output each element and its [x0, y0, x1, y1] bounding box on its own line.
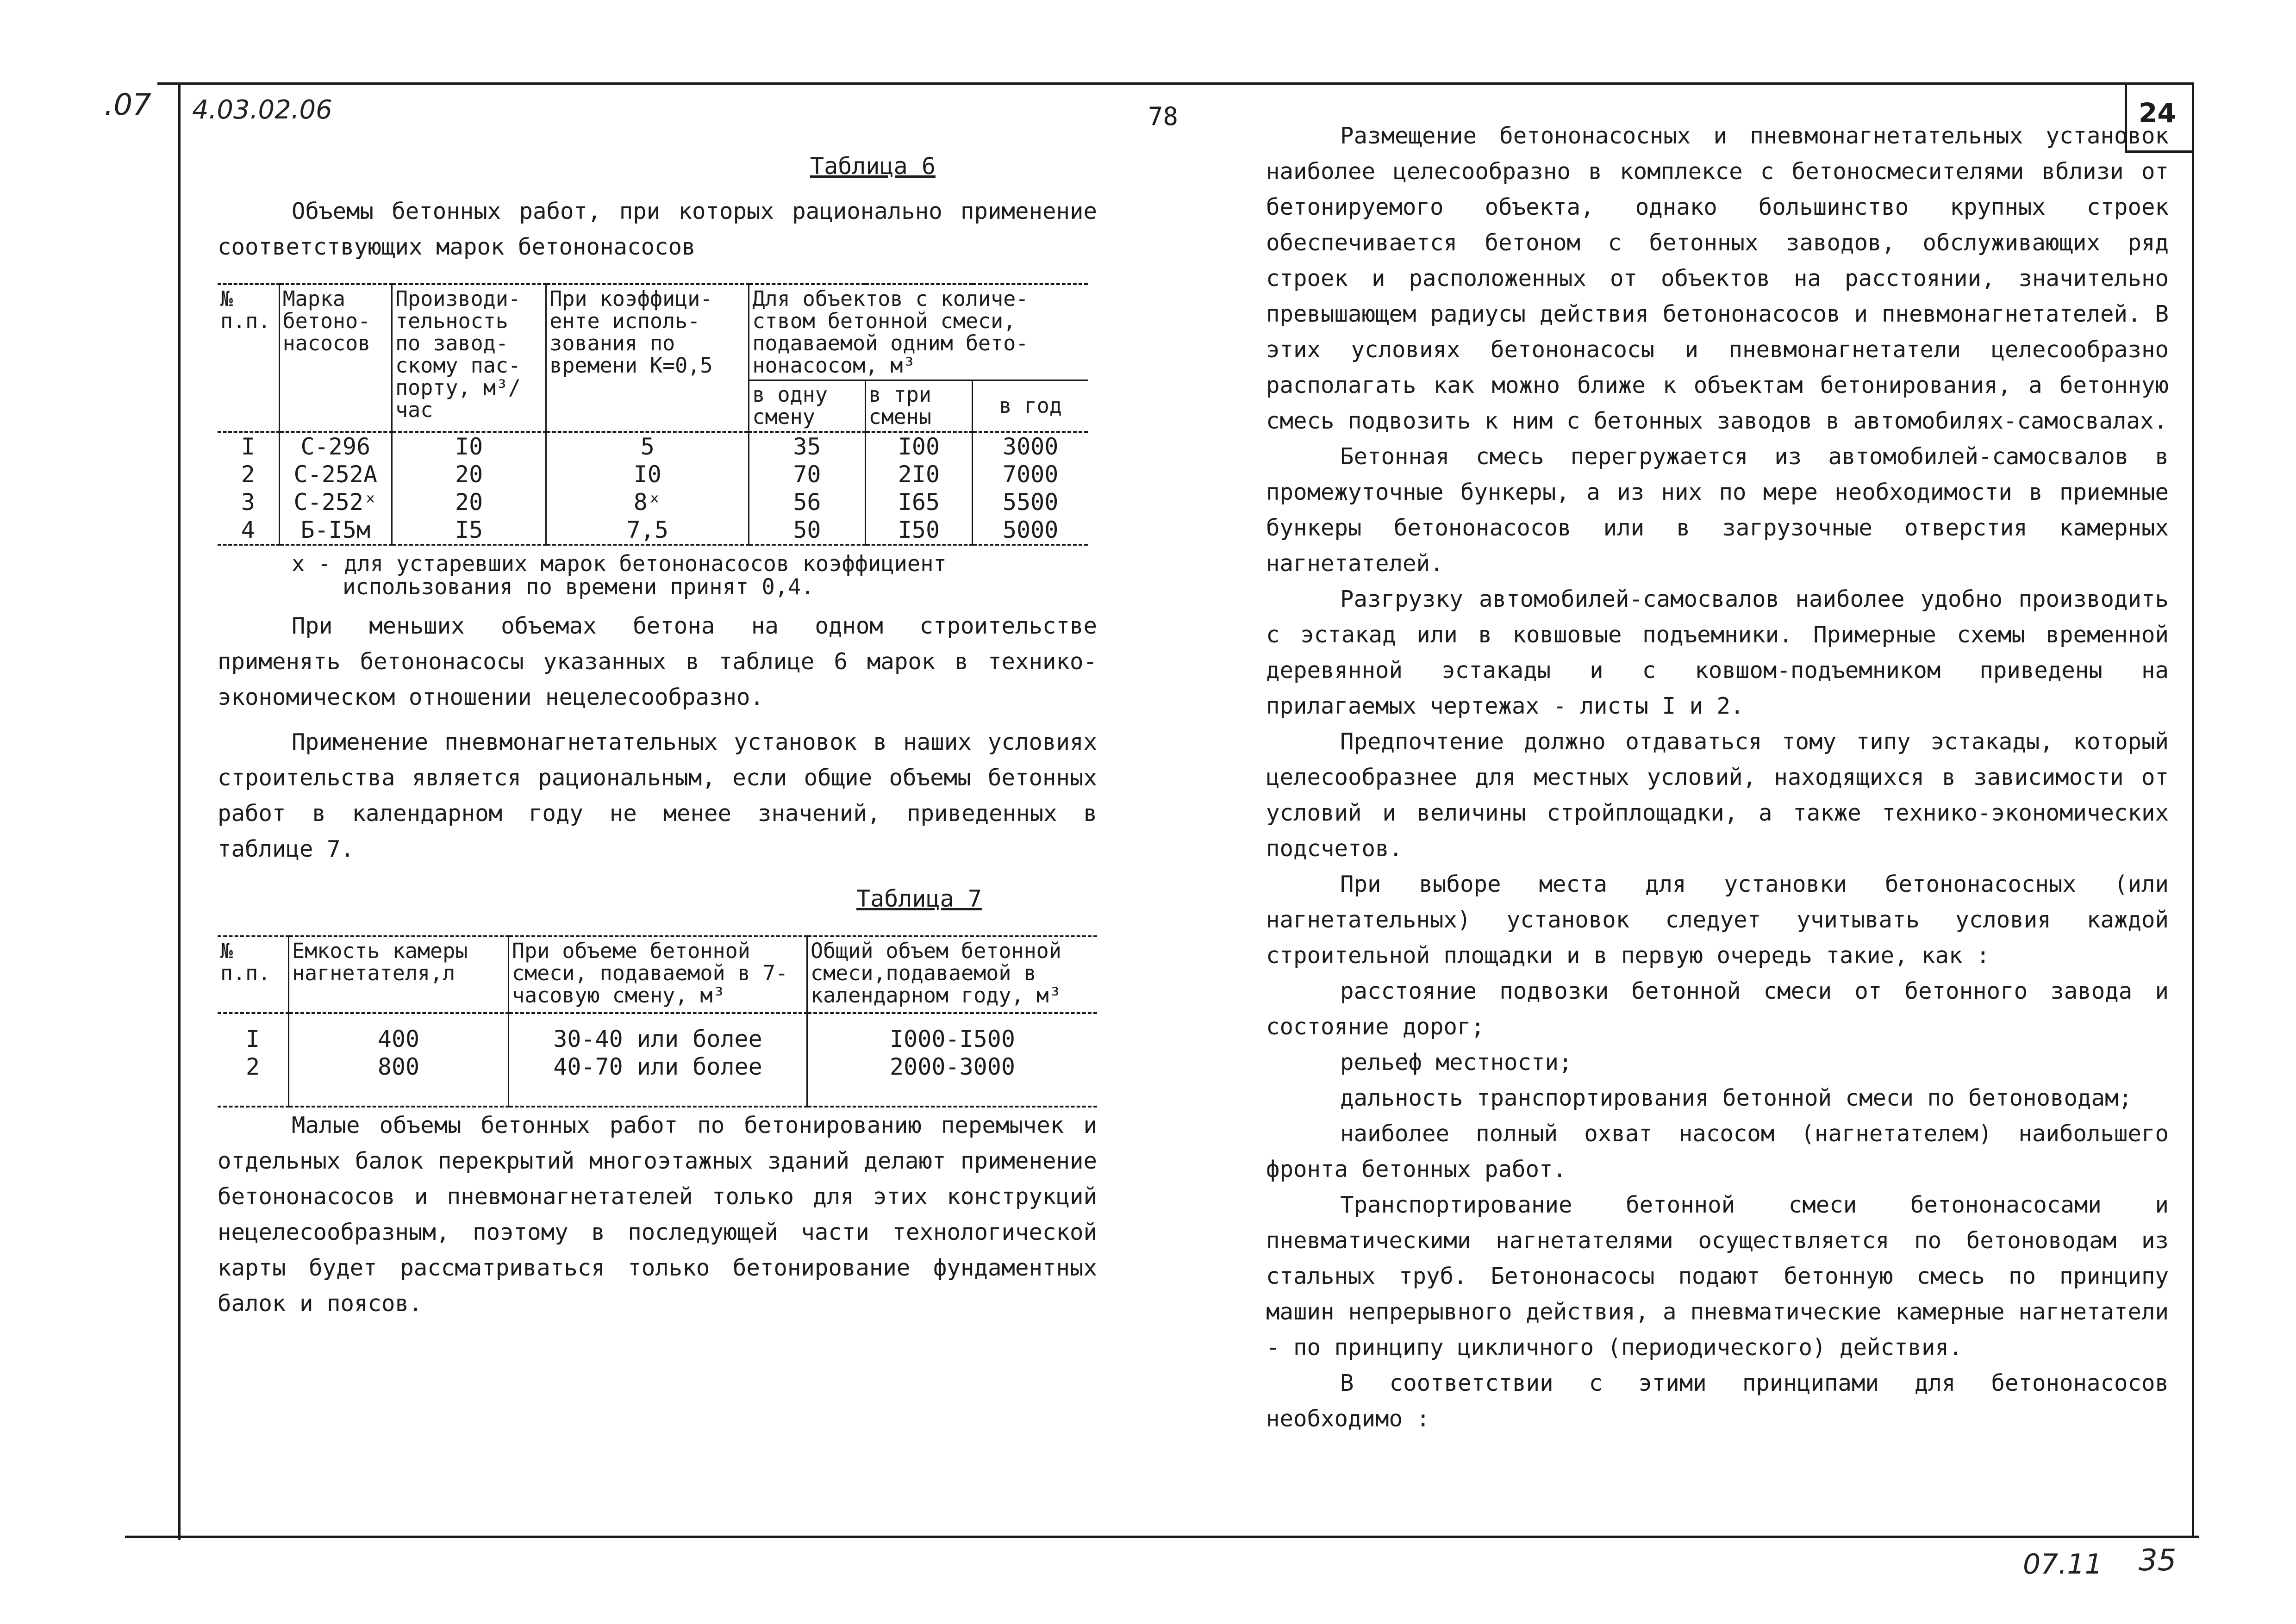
table-row	[218, 1013, 1097, 1053]
right-list-item: рельеф местности;	[1340, 1049, 1572, 1076]
doc-code: 4.03.02.06	[192, 95, 332, 125]
t6-cell: 2	[218, 460, 279, 488]
t7-cell: 2000-3000	[807, 1053, 1098, 1107]
footer-number: 35	[2139, 1543, 2177, 1578]
t6-cell: 20	[392, 488, 546, 516]
t6-h-group: Для объектов с количе-ством бетонной смеси, подаваемой одним бето-нонасосом, м³	[749, 284, 1088, 380]
t6-cell: Б-I5м	[279, 516, 392, 545]
right-paragraph: В соответствии с этими принципами для бетононасосов необходимо :	[1266, 1370, 2169, 1432]
t6-cell: 70	[749, 460, 865, 488]
t7-cell: 400	[289, 1013, 509, 1053]
t6-cell: 20	[392, 460, 546, 488]
table6-title: Таблица 6	[810, 153, 936, 180]
t6-cell: 4	[218, 516, 279, 545]
footnote	[292, 553, 1097, 599]
bottom-border	[125, 1536, 2199, 1538]
right-column	[1266, 118, 2169, 1437]
table-row	[218, 488, 1088, 516]
t6-h-productivity: Производи-тельность по завод-скому пас-порту, м³/час	[392, 284, 546, 432]
t6-cell: I65	[865, 488, 973, 516]
footer-code: 07.11	[2023, 1548, 2103, 1580]
t6-cell: 5000	[973, 516, 1088, 545]
footnote-line-2: использования по времени принят 0,4.	[343, 574, 814, 600]
t6-cell: С-296	[279, 432, 392, 460]
right-border	[2192, 82, 2194, 1538]
table-row	[218, 1053, 1097, 1107]
t6-h-shift: в одну смену	[749, 380, 865, 432]
t6-cell: 50	[749, 516, 865, 545]
table6-intro: Объемы бетонных работ, при которых рационально применение соответствующих марок бетононасосов	[218, 198, 1097, 260]
right-list-item: наиболее полный охват насосом (нагнетателем) наибольшего фронта бетонных работ.	[1266, 1120, 2169, 1182]
table-6	[218, 283, 1088, 546]
t7-h-shift: При объеме бетонной смеси, подаваемой в 7-часовую смену, м³	[509, 936, 807, 1013]
t6-cell: I	[218, 432, 279, 460]
t6-cell: 7000	[1002, 461, 1059, 488]
para-pneumatic: Применение пневмонагнетательных установок в наших условиях строительства является рациональным, если общие объемы бетонных работ в календарном году не менее значений, приведенных в таблице 7.	[218, 729, 1097, 862]
t6-cell: С-252А	[279, 460, 392, 488]
t7-cell: 2	[218, 1053, 289, 1107]
right-paragraph: Размещение бетононасосных и пневмонагнетательных установок наиболее целесообразно в комплексе с бетоносмесителями вблизи от бетонируемого объекта, однако большинство крупных строек обеспечивается бетоном с бетонных заводов, обслуживающих ряд строек и расположенных от объектов на расстоянии, значительно превышающем радиусы действия бетононасосов и пневмонагнетателей. В этих условиях бетононасосы и пневмонагнетатели целесообразно располагать как можно ближе к объектам бетонирования, а бетонную смесь подвозить к ним с бетонных заводов в автомобилях-самосвалах.	[1266, 123, 2169, 434]
para-small-volumes: Малые объемы бетонных работ по бетонированию перемычек и отдельных балок перекрытий многоэтажных зданий делают применение бетононасосов и пневмонагнетателей только для этих конструкций нецелесообразным, поэтому в последующей части технологической карты будет рассматриваться только бетонирование фундаментных балок и поясов.	[218, 1112, 1097, 1317]
top-border	[157, 82, 2194, 85]
right-paragraph: Разгрузку автомобилей-самосвалов наиболее удобно производить с эстакад или в ковшовые подъемники. Примерные схемы временной деревянной эстакады и с ковшом-подъемником приведены на прилагаемых чертежах - листы I и 2.	[1266, 586, 2169, 719]
t6-cell: I00	[865, 432, 973, 460]
t6-cell: I50	[865, 516, 973, 545]
t7-h-capacity: Емкость камеры нагнетателя,л	[289, 936, 509, 1013]
left-column	[218, 153, 1097, 1321]
t7-cell: I000-I500	[890, 1026, 1015, 1052]
t6-cell: 2I0	[865, 460, 973, 488]
right-paragraph: Транспортирование бетонной смеси бетононасосами и пневматическими нагнетателями осуществляется по бетоноводам из стальных труб. Бетононасосы подают бетонную смесь по принципу машин непрерывного действия, а пневматические камерные нагнетатели - по принципу цикличного (периодического) действия.	[1266, 1192, 2169, 1361]
t6-cell: 3	[218, 488, 279, 516]
table-row	[218, 460, 1088, 488]
t6-cell: I5	[392, 516, 546, 545]
t6-cell: 8ˣ	[546, 488, 749, 516]
right-list-item: дальность транспортирования бетонной смеси по бетоноводам;	[1340, 1085, 2133, 1111]
sheet-number: 24	[2139, 97, 2176, 129]
t6-cell: С-252ˣ	[279, 488, 392, 516]
t6-h-three: в три смены	[865, 380, 973, 432]
t6-h-year: в год	[973, 380, 1088, 432]
table-row	[218, 432, 1088, 460]
t6-cell: I0	[392, 432, 546, 460]
page-number: 78	[1148, 102, 1179, 131]
t6-cell: I0	[546, 460, 749, 488]
right-paragraph: При выборе места для установки бетононасосных (или нагнетательных) установок следует учитывать условия каждой строительной площадки и в первую очередь такие, как :	[1266, 871, 2169, 969]
t6-cell: 56	[749, 488, 865, 516]
t6-h-num: № п.п.	[218, 284, 279, 432]
t6-cell: 5	[546, 432, 749, 460]
t7-cell: 40-70 или более	[509, 1053, 807, 1107]
right-paragraph: Предпочтение должно отдаваться тому типу эстакады, который целесообразнее для местных условий, находящихся в зависимости от условий и величины стройплощадки, а также технико-экономических подсчетов.	[1266, 728, 2169, 862]
t6-cell: 5500	[1002, 489, 1059, 516]
t7-h-num: № п.п.	[218, 936, 289, 1013]
margin-mark: .07	[104, 88, 151, 122]
table-row	[218, 516, 1088, 545]
right-list-item: расстояние подвозки бетонной смеси от бетонного завода и состояние дорог;	[1266, 978, 2169, 1040]
t7-cell: 800	[289, 1053, 509, 1107]
t6-h-coef: При коэффици-енте исполь-зования по времени К=0,5	[546, 284, 749, 432]
t7-cell: I	[218, 1013, 289, 1053]
footnote-line-1: х - для устаревших марок бетононасосов коэффициент	[292, 551, 947, 577]
para-smaller-volumes: При меньших объемах бетона на одном строительстве применять бетононасосы указанных в таблице 6 марок в технико-экономическом отношении нецелесообразно.	[218, 613, 1097, 710]
t7-cell: 30-40 или более	[509, 1013, 807, 1053]
right-paragraph: Бетонная смесь перегружается из автомобилей-самосвалов в промежуточные бункеры, а из них по мере необходимости в приемные бункеры бетононасосов или в загрузочные отверстия камерных нагнетателей.	[1266, 443, 2169, 577]
t6-cell: 3000	[973, 432, 1088, 460]
t6-cell: 7,5	[546, 516, 749, 545]
table7-title: Таблица 7	[856, 885, 982, 912]
table-7	[218, 935, 1097, 1108]
t6-cell: 35	[749, 432, 865, 460]
t7-h-total: Общий объем бетонной смеси,подаваемой в календарном году, м³	[807, 936, 1098, 1013]
left-border	[178, 82, 181, 1540]
t6-h-brand: Марка бетоно-насосов	[279, 284, 392, 432]
